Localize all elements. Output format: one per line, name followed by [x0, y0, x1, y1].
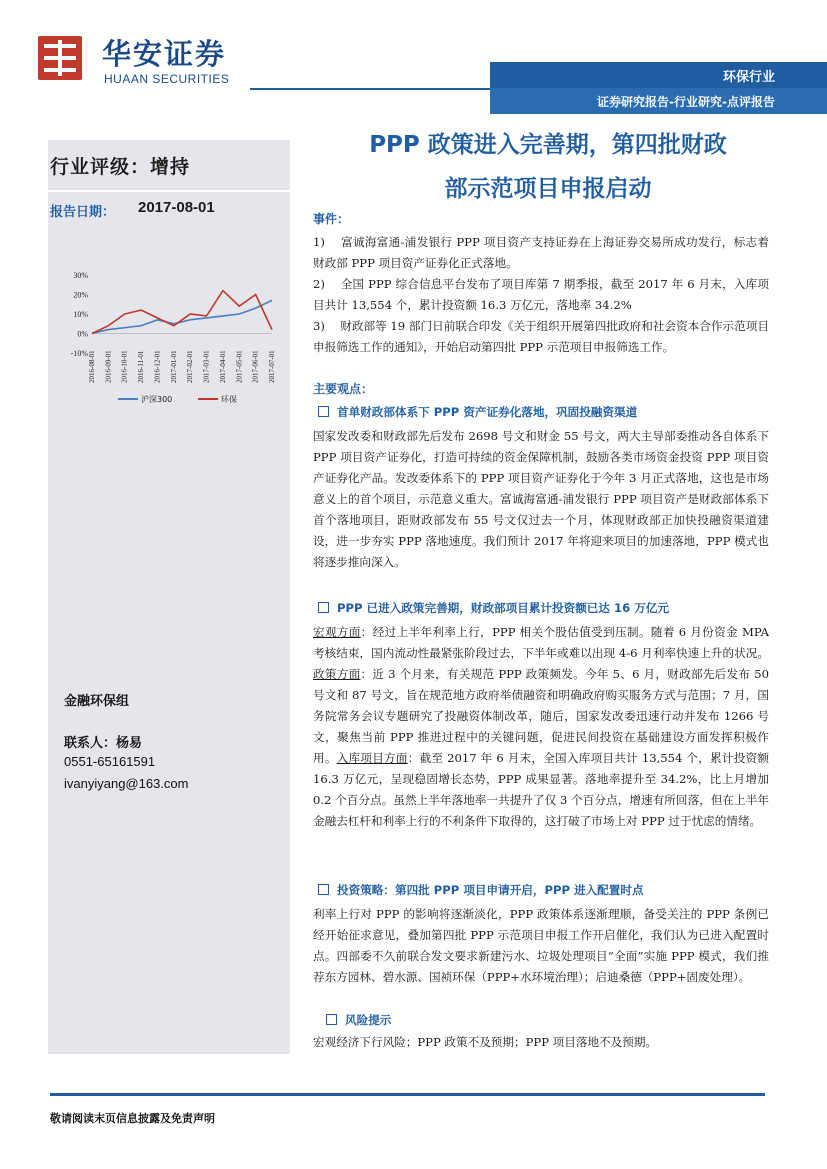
legend-label: 沪深300	[141, 395, 173, 404]
macro-text: ：经过上半年利率上行，PPP 相关个股估值受到压制。随着 6 月份资金 MPA 考核结束，国内流动性最紧张阶段过去，下半年或难以出现 4-6 月利率快速上升的状况。	[313, 625, 769, 660]
report-date-label: 报告日期：	[50, 205, 116, 220]
contact-phone: 0551-65161591	[64, 754, 156, 769]
point-heading-3-text: 投资策略：第四批 PPP 项目申请开启，PPP 进入配置时点	[337, 883, 644, 897]
team-name: 金融环保组	[64, 694, 130, 709]
x-tick-label: 2016-11-01	[137, 350, 146, 383]
report-date-value: 2017-08-01	[138, 199, 215, 216]
projects-label: 入库项目方面	[336, 751, 408, 765]
point-heading-1-text: 首单财政部体系下 PPP 资产证券化落地，巩固投融资渠道	[337, 405, 638, 419]
report-title-line2: 部示范项目申报启动	[444, 176, 652, 202]
risk-heading	[326, 1012, 391, 1028]
y-tick-label: 10%	[73, 310, 88, 319]
macro-label: 宏观方面	[313, 625, 361, 639]
y-tick-label: -10%	[70, 349, 88, 358]
event-item-3: 3) 财政部等 19 部门日前联合印发《关于组织开展第四批政府和社会资本合作示范项目申报筛选工作的通知》，开始启动第四批 PPP 示范项目申报筛选工作。	[313, 319, 769, 354]
logo-text-cn: 华安证券	[102, 37, 227, 71]
y-tick-label: 20%	[73, 290, 88, 300]
x-tick-label: 2017-07-01	[268, 350, 276, 383]
policy-label: 政策方面	[313, 667, 361, 681]
x-tick-label: 2017-04-01	[218, 350, 227, 383]
x-tick-label: 2017-03-01	[202, 350, 211, 383]
policy-text: ：近 3 个月来，有关规范 PPP 政策频发。今年 5、6 月，财政部先后发布 50 号文和 87 号文，旨在规范地方政府举债融资和明确政府购买服务方式与范围；7 月，国务院常务会议专题研究了投融资体制改革，随后，国家发改委迅速行动并发布 1266 号文，聚焦当前 PPP 推进过程中的关键问题，促进民间投资在基础建设方面发挥积极作用。	[313, 667, 769, 765]
disclaimer-notice[interactable]: 敬请阅读末页信息披露及免责声明	[50, 1112, 215, 1125]
checkbox-icon	[318, 602, 329, 613]
logo-text-en: HUAAN SECURITIES	[104, 72, 230, 86]
checkbox-icon	[318, 884, 329, 895]
x-tick-label: 2016-08-01	[88, 350, 96, 383]
views-heading: 主要观点：	[313, 382, 374, 396]
x-tick-label: 2017-06-01	[251, 350, 260, 383]
x-tick-label: 2017-02-01	[186, 350, 195, 383]
event-item-1: 1) 富诚海富通-浦发银行 PPP 项目资产支持证券在上海证券交易所成功发行，标志着财政部 PPP 项目资产证券化正式落地。	[313, 235, 769, 270]
header-band-top	[490, 62, 827, 88]
event-item-2: 2) 全国 PPP 综合信息平台发布了项目库第 7 期季报，截至 2017 年 6 月末，入库项目共计 13,554 个，累计投资额 16.3 万亿元，落地率 34.2%	[313, 277, 769, 312]
checkbox-icon	[318, 406, 329, 417]
legend-label: 环保	[221, 395, 237, 404]
header-divider	[250, 88, 490, 90]
x-tick-label: 2017-01-01	[169, 350, 178, 383]
sidebar-divider	[48, 190, 290, 192]
point-paragraph-1: 国家发改委和财政部先后发布 2698 号文和财金 55 号文，两大主导部委推动各自体系下 PPP 项目资产证券化，打造可持续的资金保障机制，鼓励各类市场资金投资 PPP 项目资产证券化产品。发改委体系下的 PPP 项目资产证券化于今年 3 月正式落地，这也是市场意义上的首个项目，示范意义重大。富诚海富通-浦发银行 PPP 项目资产是财政部体系下首个落地项目，距财政部发布 55 号文仅过去一个月，体现财政部正加快投融资渠道建设，进一步夯实 PPP 落地速度。我们预计 2017 年将迎来项目的加速落地，PPP 模式也将逐步推向深入。	[313, 429, 769, 569]
y-tick-label: 0%	[77, 329, 88, 339]
y-tick-label: 30%	[73, 271, 88, 280]
logo-icon	[38, 36, 82, 80]
risk-paragraph: 宏观经济下行风险；PPP 政策不及预期；PPP 项目落地不及预期。	[313, 1035, 658, 1049]
performance-chart	[60, 265, 282, 410]
point-paragraph-2	[313, 622, 769, 832]
report-type-label: 证券研究报告-行业研究-点评报告	[597, 95, 775, 109]
industry-rating: 行业评级：增持	[50, 156, 191, 178]
report-title-line1: PPP 政策进入完善期，第四批财政	[369, 132, 727, 158]
x-tick-label: 2016-10-01	[120, 350, 129, 383]
point-heading-2-text: PPP 已进入政策完善期，财政部项目累计投资额已达 16 万亿元	[337, 601, 669, 615]
contact-email[interactable]: ivanyiyang@163.com	[64, 776, 189, 791]
contact-person: 联系人：杨易	[64, 736, 143, 751]
checkbox-icon	[326, 1014, 337, 1025]
projects-text: ：截至 2017 年 6 月末，全国入库项目共计 13,554 个，累计投资额 16.3 万亿元，呈现稳固增长态势，PPP 成果显著。落地率提升至 34.2%，比上月增加 0.2 个百分点。虽然上半年落地率一共提升了仅 3 个百分点，增速有所回落，但在上半年金融去杠杆和利率上行的不利条件下取得的，这打破了市场上对 PPP 过于忧虑的情绪。	[313, 751, 769, 828]
point-paragraph-3: 利率上行对 PPP 的影响将逐渐淡化，PPP 政策体系逐渐理顺，备受关注的 PPP 条例已经开始征求意见，叠加第四批 PPP 示范项目申报工作开启催化，我们认为已进入配置时点。四部委不久前联合发文要求新建污水、垃圾处理项目“全面”实施 PPP 模式，我们推荐东方园林、碧水源、国祯环保（PPP+水环境治理）；启迪桑德（PPP+固废处理）。	[313, 907, 769, 984]
event-heading: 事件：	[313, 212, 350, 226]
x-tick-label: 2016-12-01	[153, 350, 162, 383]
x-tick-label: 2017-05-01	[235, 350, 244, 383]
footer-divider	[50, 1093, 765, 1096]
risk-heading-text: 风险提示	[345, 1013, 392, 1027]
series-line-hs300	[92, 300, 272, 333]
x-tick-label: 2016-09-01	[104, 350, 113, 383]
point-heading-2	[318, 600, 669, 616]
point-heading-1	[318, 404, 637, 420]
sector-label: 环保行业	[722, 70, 775, 85]
point-heading-3	[318, 882, 644, 898]
